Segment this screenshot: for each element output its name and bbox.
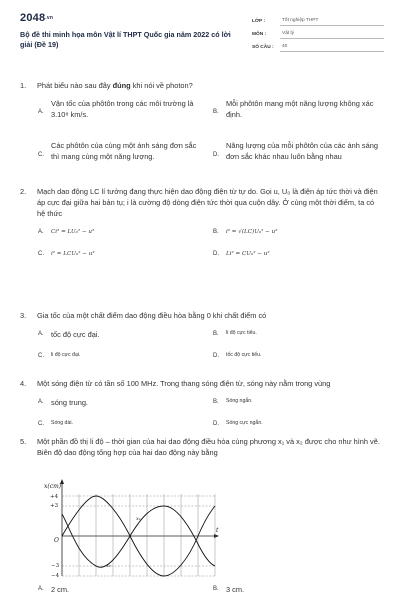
option-b[interactable]: B. Mỗi phôtôn mang một năng lượng không xác định. xyxy=(213,99,374,119)
tick-label: −3 xyxy=(51,563,60,569)
options xyxy=(38,99,382,191)
option-d[interactable]: D. Sóng cực ngắn. xyxy=(213,420,263,428)
option-d[interactable]: D. Năng lượng của mỗi phôtôn của các ánh sáng đơn sắc khác nhau luôn bằng nhau xyxy=(213,141,378,161)
question-5: 5. Một phần đồ thị li độ – thời gian của hai dao động điều hòa cùng phương x₁ và x₂ được cho như hình vẽ. Biên độ dao động tổng hợp của hai dao động này bằng xyxy=(20,436,382,458)
question-1: 1. Phát biểu nào sau đây đúng khi nói về photon? A. Vận tốc của phôtôn trong các môi trường là 3.10⁸ km/s. B. Mỗi phôtôn mang một năng lượng không xác định. C. Các phôtôn của cùng một ánh sáng đơn sắc thì mang cùng một năng lượng. D. Năng lượng của mỗi phôtôn của các ánh sáng đơn sắc khác nhau luôn bằng nhau xyxy=(20,80,382,191)
meta-question-count: SỐ CÂU : 40 xyxy=(252,39,384,52)
option-a[interactable]: A. tốc độ cực đại. xyxy=(38,330,100,340)
brand-logo: 2048.vn xyxy=(20,12,54,24)
question-4: 4. Một sóng điện từ có tần số 100 MHz. Trong thang sóng điện từ, sóng này nằm trong vùng A. sóng trung. B. Sóng ngắn. C. Sóng dài. D. Sóng cực ngắn. xyxy=(20,378,382,440)
option-b[interactable]: B. Sóng ngắn. xyxy=(213,398,253,406)
meta-info xyxy=(252,13,384,52)
oscillation-graph xyxy=(38,476,228,580)
option-c[interactable]: C. i² = LCU₀² − u² xyxy=(38,251,95,258)
curve-label: x₁ xyxy=(136,516,141,522)
page-header xyxy=(20,10,384,60)
question-5-options xyxy=(20,585,382,597)
option-b[interactable]: B. 3 cm. xyxy=(213,585,245,594)
question-stem: Gia tốc của một chất điểm dao động điều hòa bằng 0 khi chất điểm có xyxy=(37,311,267,320)
option-a[interactable]: A. Vận tốc của phôtôn trong các môi trường là 3.10⁸ km/s. xyxy=(38,99,194,119)
option-b[interactable]: B. li độ cực tiểu. xyxy=(213,330,257,338)
question-stem: Mạch dao động LC lí tưởng đang thực hiện dao động điện từ tự do. Gọi u, U₀ là điện áp tức thời và điện áp cực đại giữa hai bản tụ; i là cường độ dòng điện tức thời qua cuộn dây. Ở cùng một thời điểm, ta có hệ thức xyxy=(37,187,378,219)
option-c[interactable]: C. Các phôtôn của cùng một ánh sáng đơn sắc thì mang cùng một năng lượng. xyxy=(38,141,197,161)
origin-label: O xyxy=(54,537,59,544)
y-axis-label: x(cm) xyxy=(44,483,62,490)
options xyxy=(38,228,382,272)
tick-label: +4 xyxy=(50,494,59,500)
x-axis-label: t xyxy=(216,527,219,534)
curve-label: x₂ xyxy=(106,563,111,569)
option-a[interactable]: A. 2 cm. xyxy=(38,585,70,594)
option-d[interactable]: D. Li² = CU₀² − u² xyxy=(213,251,270,258)
option-a[interactable]: A. sóng trung. xyxy=(38,398,88,408)
options xyxy=(38,398,382,440)
meta-class: LỚP : Tốt nghiệp THPT xyxy=(252,13,384,26)
question-stem: Phát biểu nào sau đây đúng khi nói về photon? xyxy=(37,81,193,90)
option-d[interactable]: D. tốc độ cực tiểu. xyxy=(213,352,262,360)
option-c[interactable]: C. li độ cực đại. xyxy=(38,352,81,360)
tick-label: −4 xyxy=(51,573,60,579)
option-a[interactable]: A. Ci² = LU₀² − u² xyxy=(38,229,95,236)
document-title: Bộ đề thi minh họa môn Vật lí THPT Quốc gia năm 2022 có lời giải (Đề 19) xyxy=(20,30,231,50)
question-3: 3. Gia tốc của một chất điểm dao động điều hòa bằng 0 khi chất điểm có A. tốc độ cực đại. B. li độ cực tiểu. C. li độ cực đại. D. tốc độ cực tiểu. xyxy=(20,310,382,372)
options xyxy=(38,585,382,597)
option-c[interactable]: C. Sóng dài. xyxy=(38,420,73,428)
meta-subject: MÔN : Vật lý xyxy=(252,26,384,39)
question-stem: Một phần đồ thị li độ – thời gian của hai dao động điều hòa cùng phương x₁ và x₂ được cho như hình vẽ. Biên độ dao động tổng hợp của hai dao động này bằng xyxy=(37,437,380,458)
question-2: 2. Mạch dao động LC lí tưởng đang thực hiện dao động điện từ tự do. Gọi u, U₀ là điện áp tức thời và điện áp cực đại giữa hai bản tụ; i là cường độ dòng điện tức thời qua cuộn dây. Ở cùng một thời điểm, ta có hệ thức A. Ci² = LU₀² − u² B. i² = √(LC)U₀² − u² C. i² = LCU₀² − u² D. Li² = CU₀² − u² xyxy=(20,186,382,272)
options xyxy=(38,330,382,372)
question-stem: Một sóng điện từ có tần số 100 MHz. Trong thang sóng điện từ, sóng này nằm trong vùng xyxy=(37,379,331,388)
option-b[interactable]: B. i² = √(LC)U₀² − u² xyxy=(213,229,278,236)
x-axis-arrow-icon xyxy=(214,534,219,538)
tick-label: +3 xyxy=(50,503,59,509)
